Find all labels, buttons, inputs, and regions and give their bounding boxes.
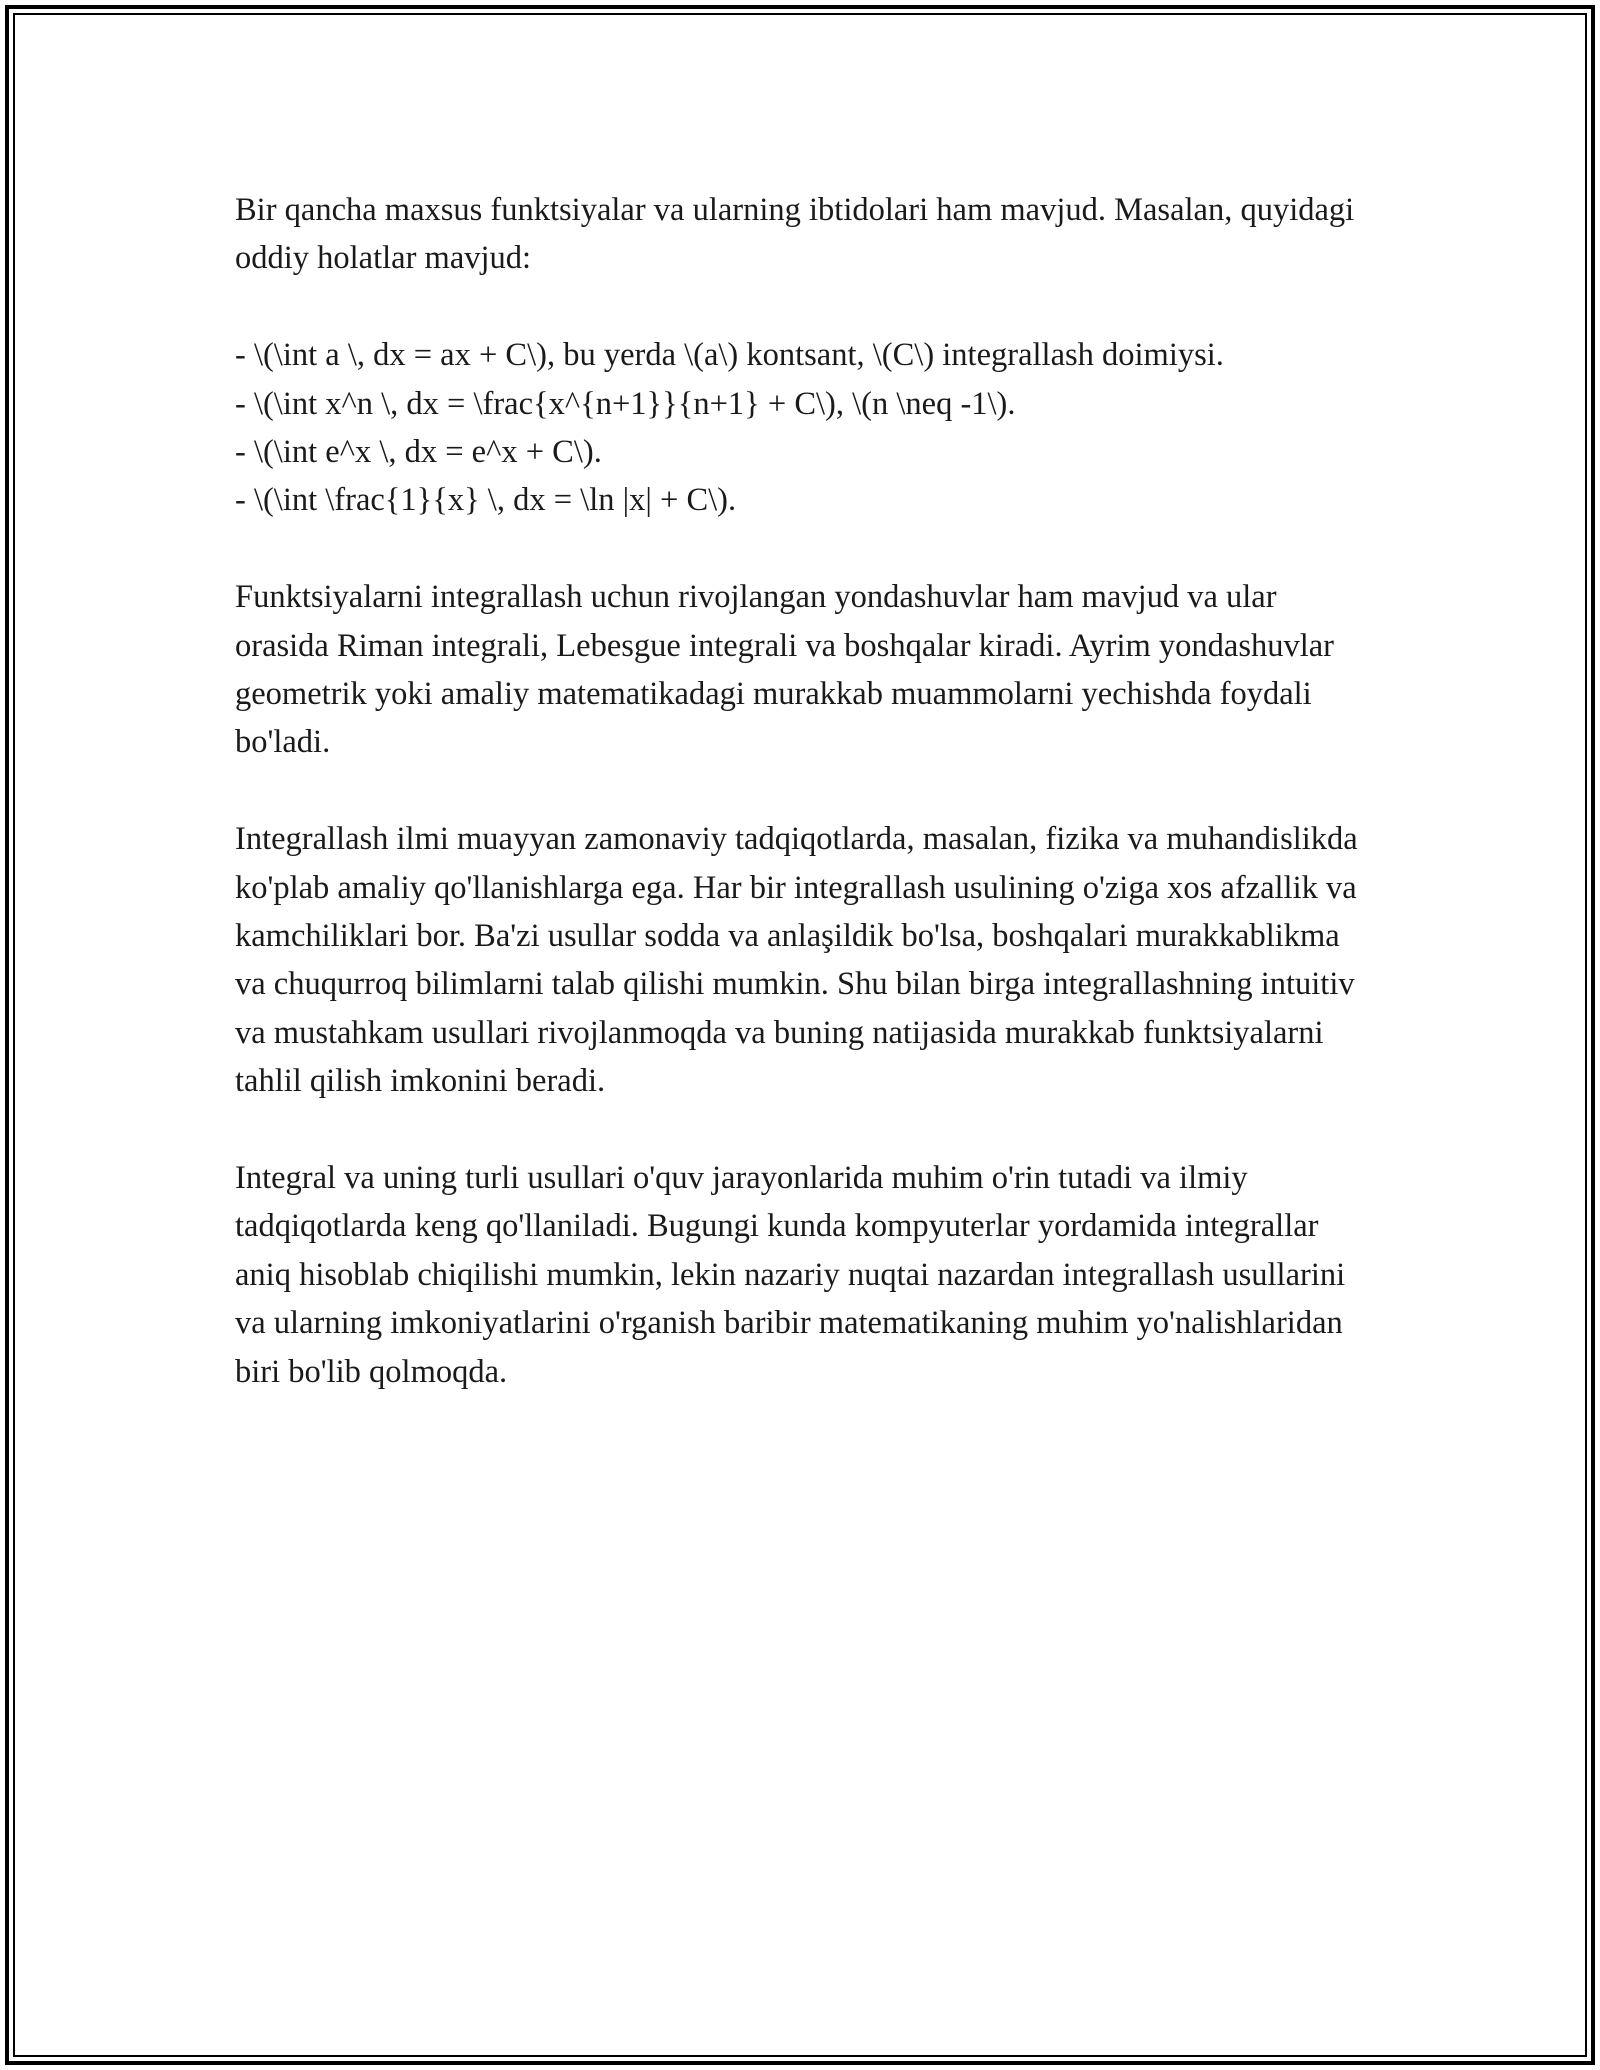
paragraph-education: Integral va uning turli usullari o'quv jarayonlarida muhim o'rin tutadi va ilmiy tadqiqotlarda keng qo'llaniladi. Bugungi kunda kompyuterlar yordamida integrallar aniq hisoblab chiqilishi mumkin, lekin nazariy nuqtai nazardan integrallash usullarini va ularning imkoniyatlarini o'rganish baribir matematikaning muhim yo'nalishlaridan biri bo'lib qolmoqda.: [235, 1160, 1346, 1390]
formula-list: [235, 331, 1375, 525]
formula-item-reciprocal: - \(\int \frac{1}{x} \, dx = \ln |x| + C\).: [235, 482, 737, 519]
intro-paragraph: Bir qancha maxsus funktsiyalar va ularning ibtidolari ham mavjud. Masalan, quyidagi oddiy holatlar mavjud:: [235, 192, 1355, 277]
paragraph-applications: Integrallash ilmi muayyan zamonaviy tadqiqotlarda, masalan, fizika va muhandislikda ko'plab amaliy qo'llanishlarga ega. Har bir integrallash usulining o'ziga xos afzallik va kamchiliklari bor. Ba'zi usullar sodda va anlaşildik bo'lsa, boshqalari murakkablikma va chuqurroq bilimlarni talab qilishi mumkin. Shu bilan birga integrallashning intuitiv va mustahkam usullari rivojlanmoqda va buning natijasida murakkab funktsiyalarni tahlil qilish imkonini beradi.: [235, 821, 1358, 1100]
formula-item-constant: - \(\int a \, dx = ax + C\), bu yerda \(a\) kontsant, \(C\) integrallash doimiysi.: [235, 337, 1224, 374]
formula-item-power: - \(\int x^n \, dx = \frac{x^{n+1}}{n+1} + C\), \(n \neq -1\).: [235, 385, 1016, 422]
formula-item-exponential: - \(\int e^x \, dx = e^x + C\).: [235, 434, 602, 471]
document-body: [235, 186, 1375, 1444]
paragraph-approaches: Funktsiyalarni integrallash uchun rivojlangan yondashuvlar ham mavjud va ular orasida Riman integrali, Lebesgue integrali va boshqalar kiradi. Ayrim yondashuvlar geometrik yoki amaliy matematikadagi murakkab muammolarni yechishda foydali bo'ladi.: [235, 579, 1335, 761]
